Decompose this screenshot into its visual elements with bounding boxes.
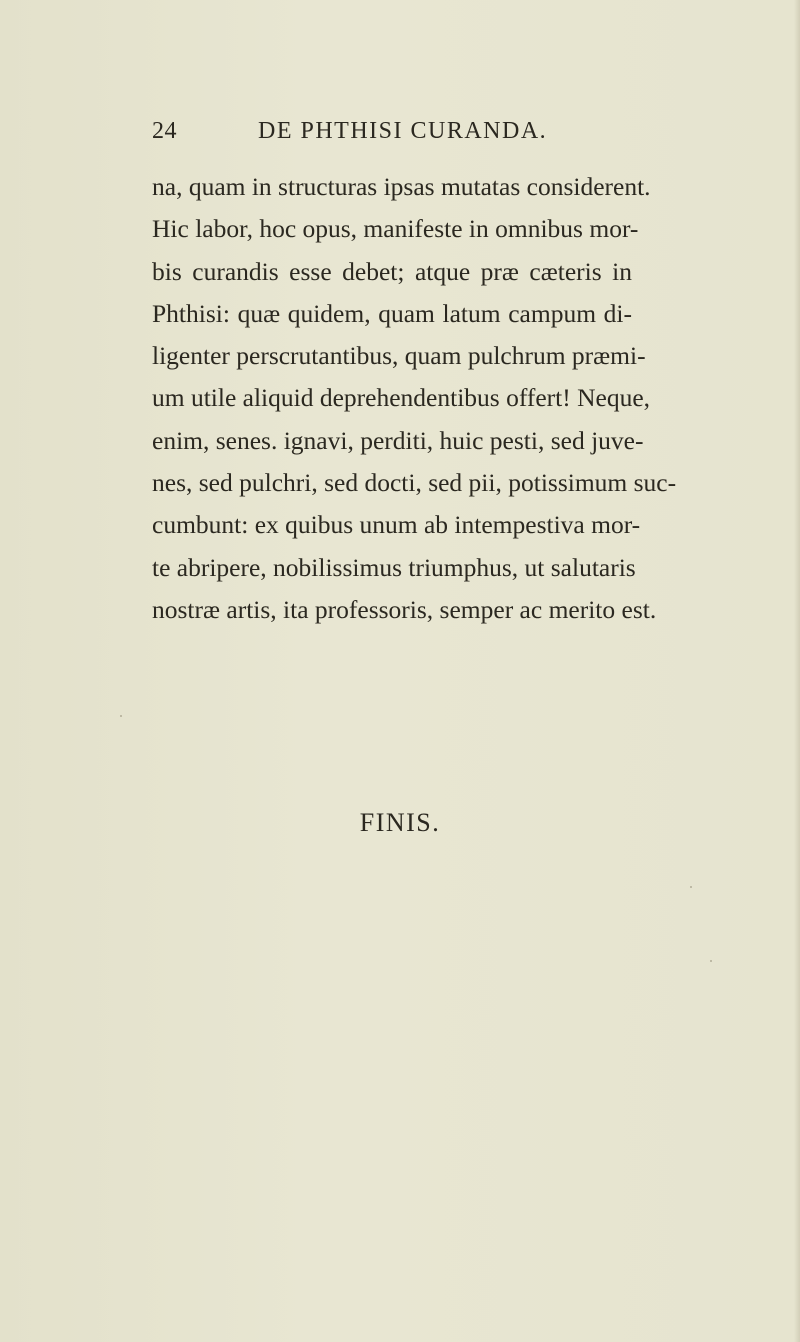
text-line: bis curandis esse debet; atque præ cæteris in	[152, 256, 632, 286]
body-paragraph	[152, 166, 677, 631]
running-head	[152, 118, 582, 148]
text-line: enim, senes. ignavi, perditi, huic pesti, sed juve-	[152, 425, 644, 455]
page-number: 24	[152, 118, 177, 144]
text-line: um utile aliquid deprehendentibus offert! Neque,	[152, 383, 651, 413]
header-title: DE PHTHISI CURANDA.	[258, 118, 548, 144]
paper-speck	[120, 715, 122, 717]
text-line: ligenter perscrutantibus, quam pulchrum præmi-	[152, 341, 646, 371]
text-line: nostræ artis, ita professoris, semper ac merito est.	[152, 594, 657, 624]
paper-speck	[710, 960, 712, 962]
text-line: nes, sed pulchri, sed docti, sed pii, potissimum suc-	[152, 468, 677, 498]
text-line: cumbunt: ex quibus unum ab intempestiva mor-	[152, 510, 641, 540]
finis-label: FINIS.	[359, 808, 441, 837]
text-line: te abripere, nobilissimus triumphus, ut salutaris	[152, 552, 636, 582]
text-line: na, quam in structuras ipsas mutatas considerent.	[152, 172, 651, 201]
paper-speck	[690, 886, 692, 888]
text-line: Hic labor, hoc opus, manifeste in omnibus mor-	[152, 214, 639, 244]
text-line: Phthisi: quæ quidem, quam latum campum di-	[152, 298, 632, 328]
page-edge-shadow	[794, 0, 800, 1342]
